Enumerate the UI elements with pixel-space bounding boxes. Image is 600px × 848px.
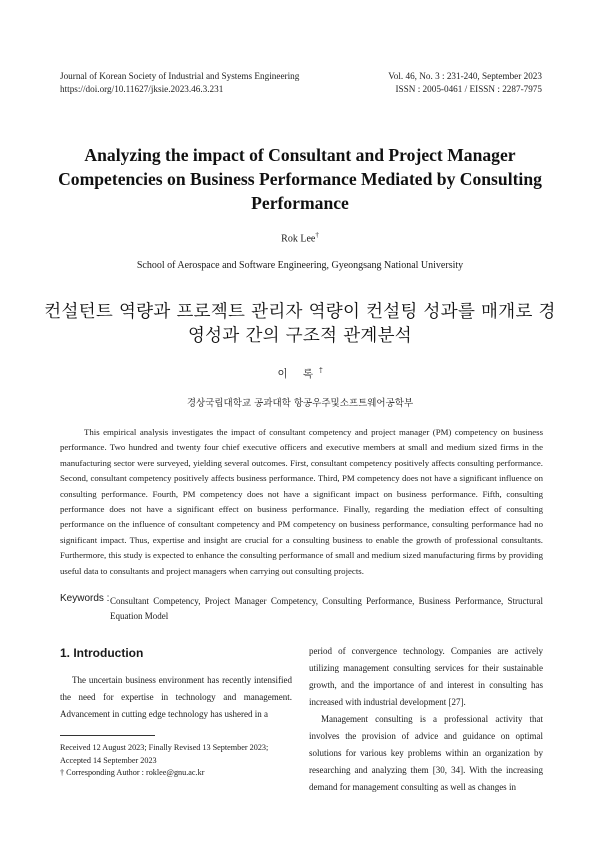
footnote-received: Received 12 August 2023; Finally Revised 13 September 2023;	[60, 743, 269, 752]
intro-paragraph: period of convergence technology. Companies are actively utilizing management consulting services for their sustainable growth, and the importance of and interest in consulting has increased with industrial development [27].	[309, 646, 543, 707]
footnote-corresponding: † Corresponding Author : roklee@gnu.ac.kr	[60, 768, 205, 777]
keywords-label: Keywords :	[60, 593, 110, 604]
intro-paragraph: Management consulting is a professional activity that involves the provision of advice and guidance on optimal solutions for various key problems within an organization by researching and analyzing them [30, 34]. With the increasing demand for management consulting as well as changes in	[309, 714, 543, 792]
footnote	[60, 742, 295, 780]
section-heading: 1. Introduction	[60, 646, 144, 660]
author-english	[0, 231, 600, 244]
author-name-korean: 이 록	[277, 368, 320, 380]
issn-info: ISSN : 2005-0461 / EISSN : 2287-7975	[395, 84, 542, 94]
author-name: Rok Lee	[281, 233, 316, 245]
doi-link[interactable]: https://doi.org/10.11627/jksie.2023.46.3.231	[60, 84, 224, 94]
keywords-text: Consultant Competency, Project Manager Competency, Consulting Performance, Business Performance, Structural Equation Model	[110, 596, 543, 621]
affiliation-english: School of Aerospace and Software Engineering, Gyeongsang National University	[136, 260, 464, 271]
journal-header-right	[388, 70, 542, 96]
footnote-accepted: Accepted 14 September 2023	[60, 755, 157, 765]
abstract: This empirical analysis investigates the impact of consultant competency and project manager (PM) competency on business performance. Two hundred and twenty four chief executive officers and executive members at small and medium sized firms in the manufacturing sector were surveyed, yielding several outcomes. First, consultant competency positively affects consulting performance. Second, consultant competency positively affects business performance. Third, PM competency does not have a significant influence on consulting performance. Fourth, PM competency does not have a significant impact on business performance. Fifth, consulting performance does not have a significant effect on business performance. Finally, regarding the mediation effect of consulting performance on the influence of consultant competency and PM competency on business performance, consulting performance had no significant impact. Thus, expertise and insight are crucial for a consulting business to enable the growth of professional consultants. Furthermore, this study is expected to enhance the consulting performance of small and medium sized manufacturing firms by providing useful data to consultants and project managers when carrying out consulting projects.	[60, 427, 543, 576]
author-korean	[0, 366, 600, 381]
journal-header-left	[60, 70, 299, 96]
footnote-divider	[60, 735, 155, 736]
affiliation-korean: 경상국립대학교 공과대학 항공우주및소프트웨어공학부	[186, 398, 414, 409]
paper-title-english: Analyzing the impact of Consultant and Project Manager Competencies on Business Performance Mediated by Consulting Performance	[58, 145, 542, 213]
intro-left-column: The uncertain business environment has recently intensified the need for expertise in technology and management. Advancement in cutting edge technology has ushered in a	[60, 675, 292, 719]
corresponding-mark: †	[315, 231, 319, 239]
volume-info: Vol. 46, No. 3 : 231-240, September 2023	[388, 71, 542, 81]
intro-right-column	[309, 643, 543, 796]
journal-name: Journal of Korean Society of Industrial and Systems Engineering	[60, 71, 300, 81]
paper-title-korean: 컨설턴트 역량과 프로젝트 관리자 역량이 컨설팅 성과를 매개로 경영성과 간의 구조적 관계분석	[44, 302, 556, 346]
corresponding-mark-korean: †	[319, 366, 323, 375]
